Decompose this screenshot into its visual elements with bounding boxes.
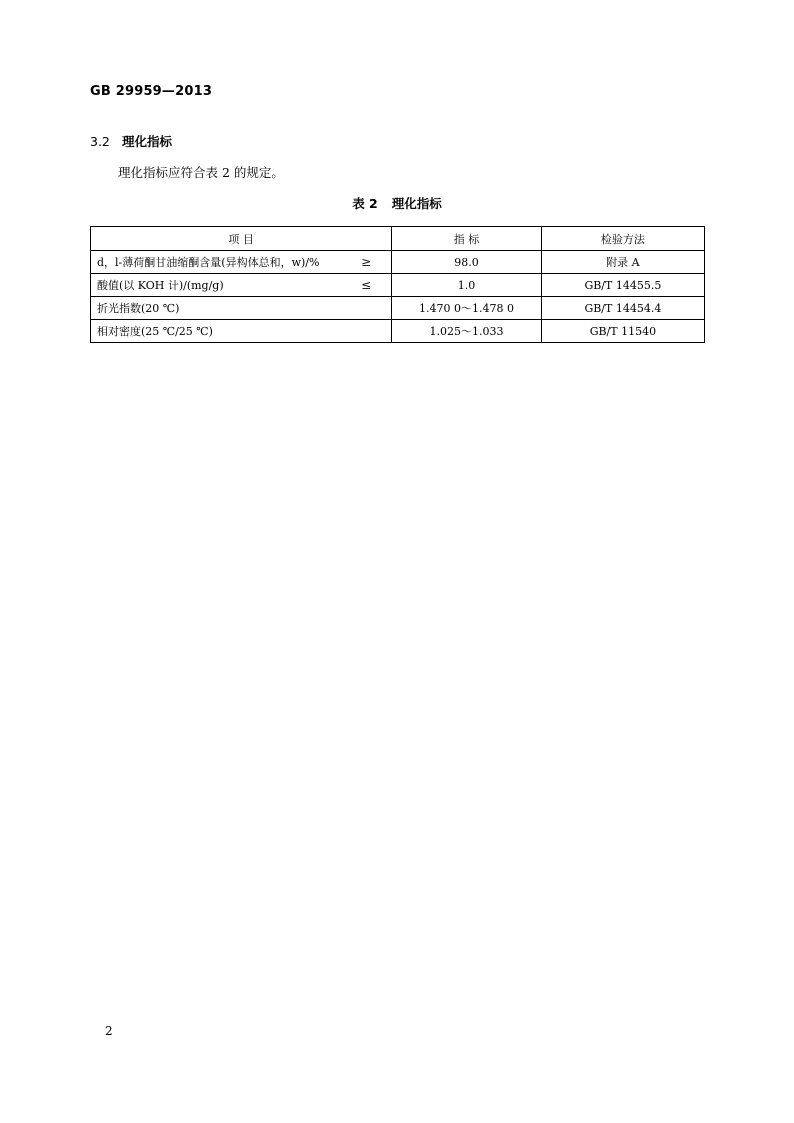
row-item: 相对密度(25 ℃/25 ℃) bbox=[97, 325, 213, 338]
row-method: 附录 A bbox=[541, 251, 704, 274]
section-number: 3.2 bbox=[90, 134, 110, 149]
row-item: 酸值(以 KOH 计)/(mg/g) bbox=[97, 279, 224, 292]
row-method: GB/T 14454.4 bbox=[541, 297, 704, 320]
header-item: 项 目 bbox=[91, 227, 392, 251]
row-value: 1.0 bbox=[392, 274, 542, 297]
table-caption-title: 理化指标 bbox=[391, 196, 442, 211]
page-number: 2 bbox=[105, 1024, 113, 1038]
row-method: GB/T 11540 bbox=[541, 320, 704, 343]
row-value: 1.470 0～1.478 0 bbox=[392, 297, 542, 320]
table-row bbox=[91, 251, 705, 274]
row-value: 1.025～1.033 bbox=[392, 320, 542, 343]
row-value: 98.0 bbox=[392, 251, 542, 274]
spec-table bbox=[90, 226, 705, 343]
table-row bbox=[91, 320, 705, 343]
table-caption bbox=[0, 194, 794, 212]
table-caption-number: 表 2 bbox=[352, 196, 378, 211]
table-row bbox=[91, 274, 705, 297]
row-method: GB/T 14455.5 bbox=[541, 274, 704, 297]
row-item: 折光指数(20 ℃) bbox=[97, 302, 180, 315]
standard-code: GB 29959—2013 bbox=[90, 84, 213, 99]
row-operator: ≤ bbox=[361, 278, 372, 292]
table-header-row bbox=[91, 227, 705, 251]
header-index: 指 标 bbox=[392, 227, 542, 251]
row-operator: ≥ bbox=[361, 255, 372, 269]
section-title: 理化指标 bbox=[122, 134, 173, 149]
row-item: d，l-薄荷酮甘油缩酮含量(异构体总和，w)/% bbox=[97, 256, 320, 269]
section-heading bbox=[90, 132, 172, 150]
table-row bbox=[91, 297, 705, 320]
header-method: 检验方法 bbox=[541, 227, 704, 251]
section-paragraph: 理化指标应符合表 2 的规定。 bbox=[118, 165, 284, 180]
